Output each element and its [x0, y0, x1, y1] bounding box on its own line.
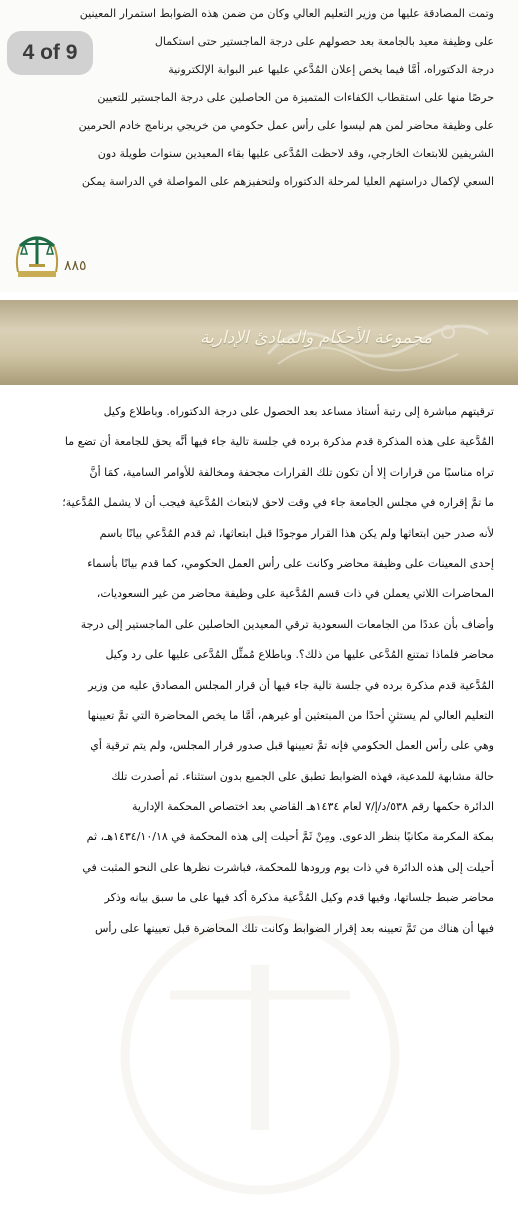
text-line: إحدى المعينات على وظيفة محاضر وكانت على رأس العمل الحكومي، كما قدم بيانًا بأسماء	[87, 556, 494, 570]
text-line: محاضر فلماذا تمتنع المُدَّعى عليها من ذلك؟. وباطلاع مُمثِّل المُدَّعى عليها على رد وكيل	[105, 648, 494, 662]
text-line: على وظيفة معيد بالجامعة بعد حصولهم على درجة الماجستير حتى استكمال	[154, 35, 494, 48]
text-line: الدائرة حكمها رقم ٥٣٨/د/إ/٧ لعام ١٤٣٤هـ القاضي بعد اختصاص المحكمة الإدارية	[132, 800, 494, 814]
text-line: حرصًا منها على استقطاب الكفاءات المتميزة من الحاصلين على درجة الماجستير للتعيين	[97, 91, 494, 104]
text-line: بمكة المكرمة مكانيًا بنظر الدعوى. ومِنْ ثَمَّ أحيلت إلى هذه المحكمة في ١٤٣٤/١٠/١٨هـ، ثم	[86, 830, 494, 844]
text-line: لأنه صدر حين ابتعاثها ولم يكن هذا القرار موجودًا قبل ابتعاثها، ثم قدم المُدَّعي بيانًا باسم	[99, 526, 494, 540]
text-line: المحاضرات اللاتي يعملن في ذات قسم المُدَّعية على وظيفة محاضر من غير السعوديات،	[96, 587, 494, 601]
text-line: ترقيتهم مباشرة إلى رتبة أستاذ مساعد بعد الحصول على درجة الدكتوراه. وباطلاع وكيل	[103, 405, 494, 418]
scales-of-justice-icon	[12, 228, 62, 278]
text-line: تراه مناسبًا من قرارات إلا أن تكون تلك القرارات مجحفة ومخالفة للأوامر السامية، كمَا أنَّ	[89, 465, 494, 479]
page-gap	[0, 292, 518, 300]
page-indicator: 4 of 9	[7, 31, 93, 75]
watermark-emblem-icon	[110, 905, 410, 1205]
text-line: وأضاف بأن عددًا من الجامعات السعودية ترقي المعيدين الحاصلين على الماجستير إلى درجة	[80, 617, 494, 631]
text-line: على وظيفة محاضر لمن هم ليسوا على رأس عمل حكومي من خريجي برنامج خادم الحرمين	[78, 119, 494, 132]
text-line: التعليم العالي لم يستثنِ أحدًا من المبتعثين أو غيرهم، أمَّا ما يخص المحاضرة التي تمَّ تعيينها	[87, 708, 494, 722]
text-line: الشريفين للابتعاث الخارجي، وقد لاحظت المُدَّعى عليها بقاء المعيدين سنوات طويلة دون	[97, 147, 494, 160]
page-number: ٨٨٥	[64, 258, 87, 274]
text-line: المُدَّعية قدم مذكرة برده في جلسة تالية جاء فيها أن قرار المجلس المصادق عليه من وزير	[88, 678, 494, 692]
text-line: أحيلت إلى هذه الدائرة في ذات يوم ورودها للمحكمة، فباشرت نظرها على النحو المثبت في	[82, 860, 494, 874]
text-line: ما تمَّ إقراره في مجلس الجامعة جاء في وقت لاحق لابتعاث المُدَّعية فيجب أن لا يشمل المُدَّعية؛	[62, 496, 494, 510]
section-header-title: مجموعة الأحكام والمبادئ الإدارية	[200, 328, 433, 348]
text-line: السعي لإكمال دراستهم العليا لمرحلة الدكتوراه ولتحفيزهم على المواصلة في الدراسة يمكن	[81, 175, 494, 188]
text-line: فيها أن هناك من تَمَّ تعيينه بعد إقرار الضوابط وكانت تلك المحاضرة قبل تعيينها على رأس	[94, 921, 494, 935]
text-line: المُدَّعية على هذه المذكرة قدم مذكرة برده في جلسة تالية جاء فيها أنَّه يحق للجامعة أن تضع ما	[64, 435, 494, 449]
previous-page-body	[8, 0, 494, 196]
text-line: وتمت المصادقة عليها من وزير التعليم العالي وكان من ضمن هذه الضوابط استمرار المعينين	[79, 7, 494, 20]
text-line: وهي على رأس العمل الحكومي فإنه تمَّ تعيينها قبل صدور قرار المجلس، ولم يتم ترقية أي	[90, 739, 494, 753]
text-line: درجة الدكتوراه، أمَّا فيما يخص إعلان المُدَّعي عليها عبر البوابة الإلكترونية	[168, 63, 494, 76]
text-line: حالة مشابهة للمدعية، فهذه الضوابط تطبق على الجميع بدون استثناء. ثم أصدرت تلك	[111, 769, 494, 783]
text-line: محاضر ضبط جلساتها، وفيها قدم وكيل المُدَّعية مذكرة أكد فيها على ما سبق بيانه وذكر	[104, 891, 494, 905]
previous-page	[0, 0, 518, 292]
current-page-body	[24, 397, 494, 944]
current-page	[0, 385, 518, 1024]
